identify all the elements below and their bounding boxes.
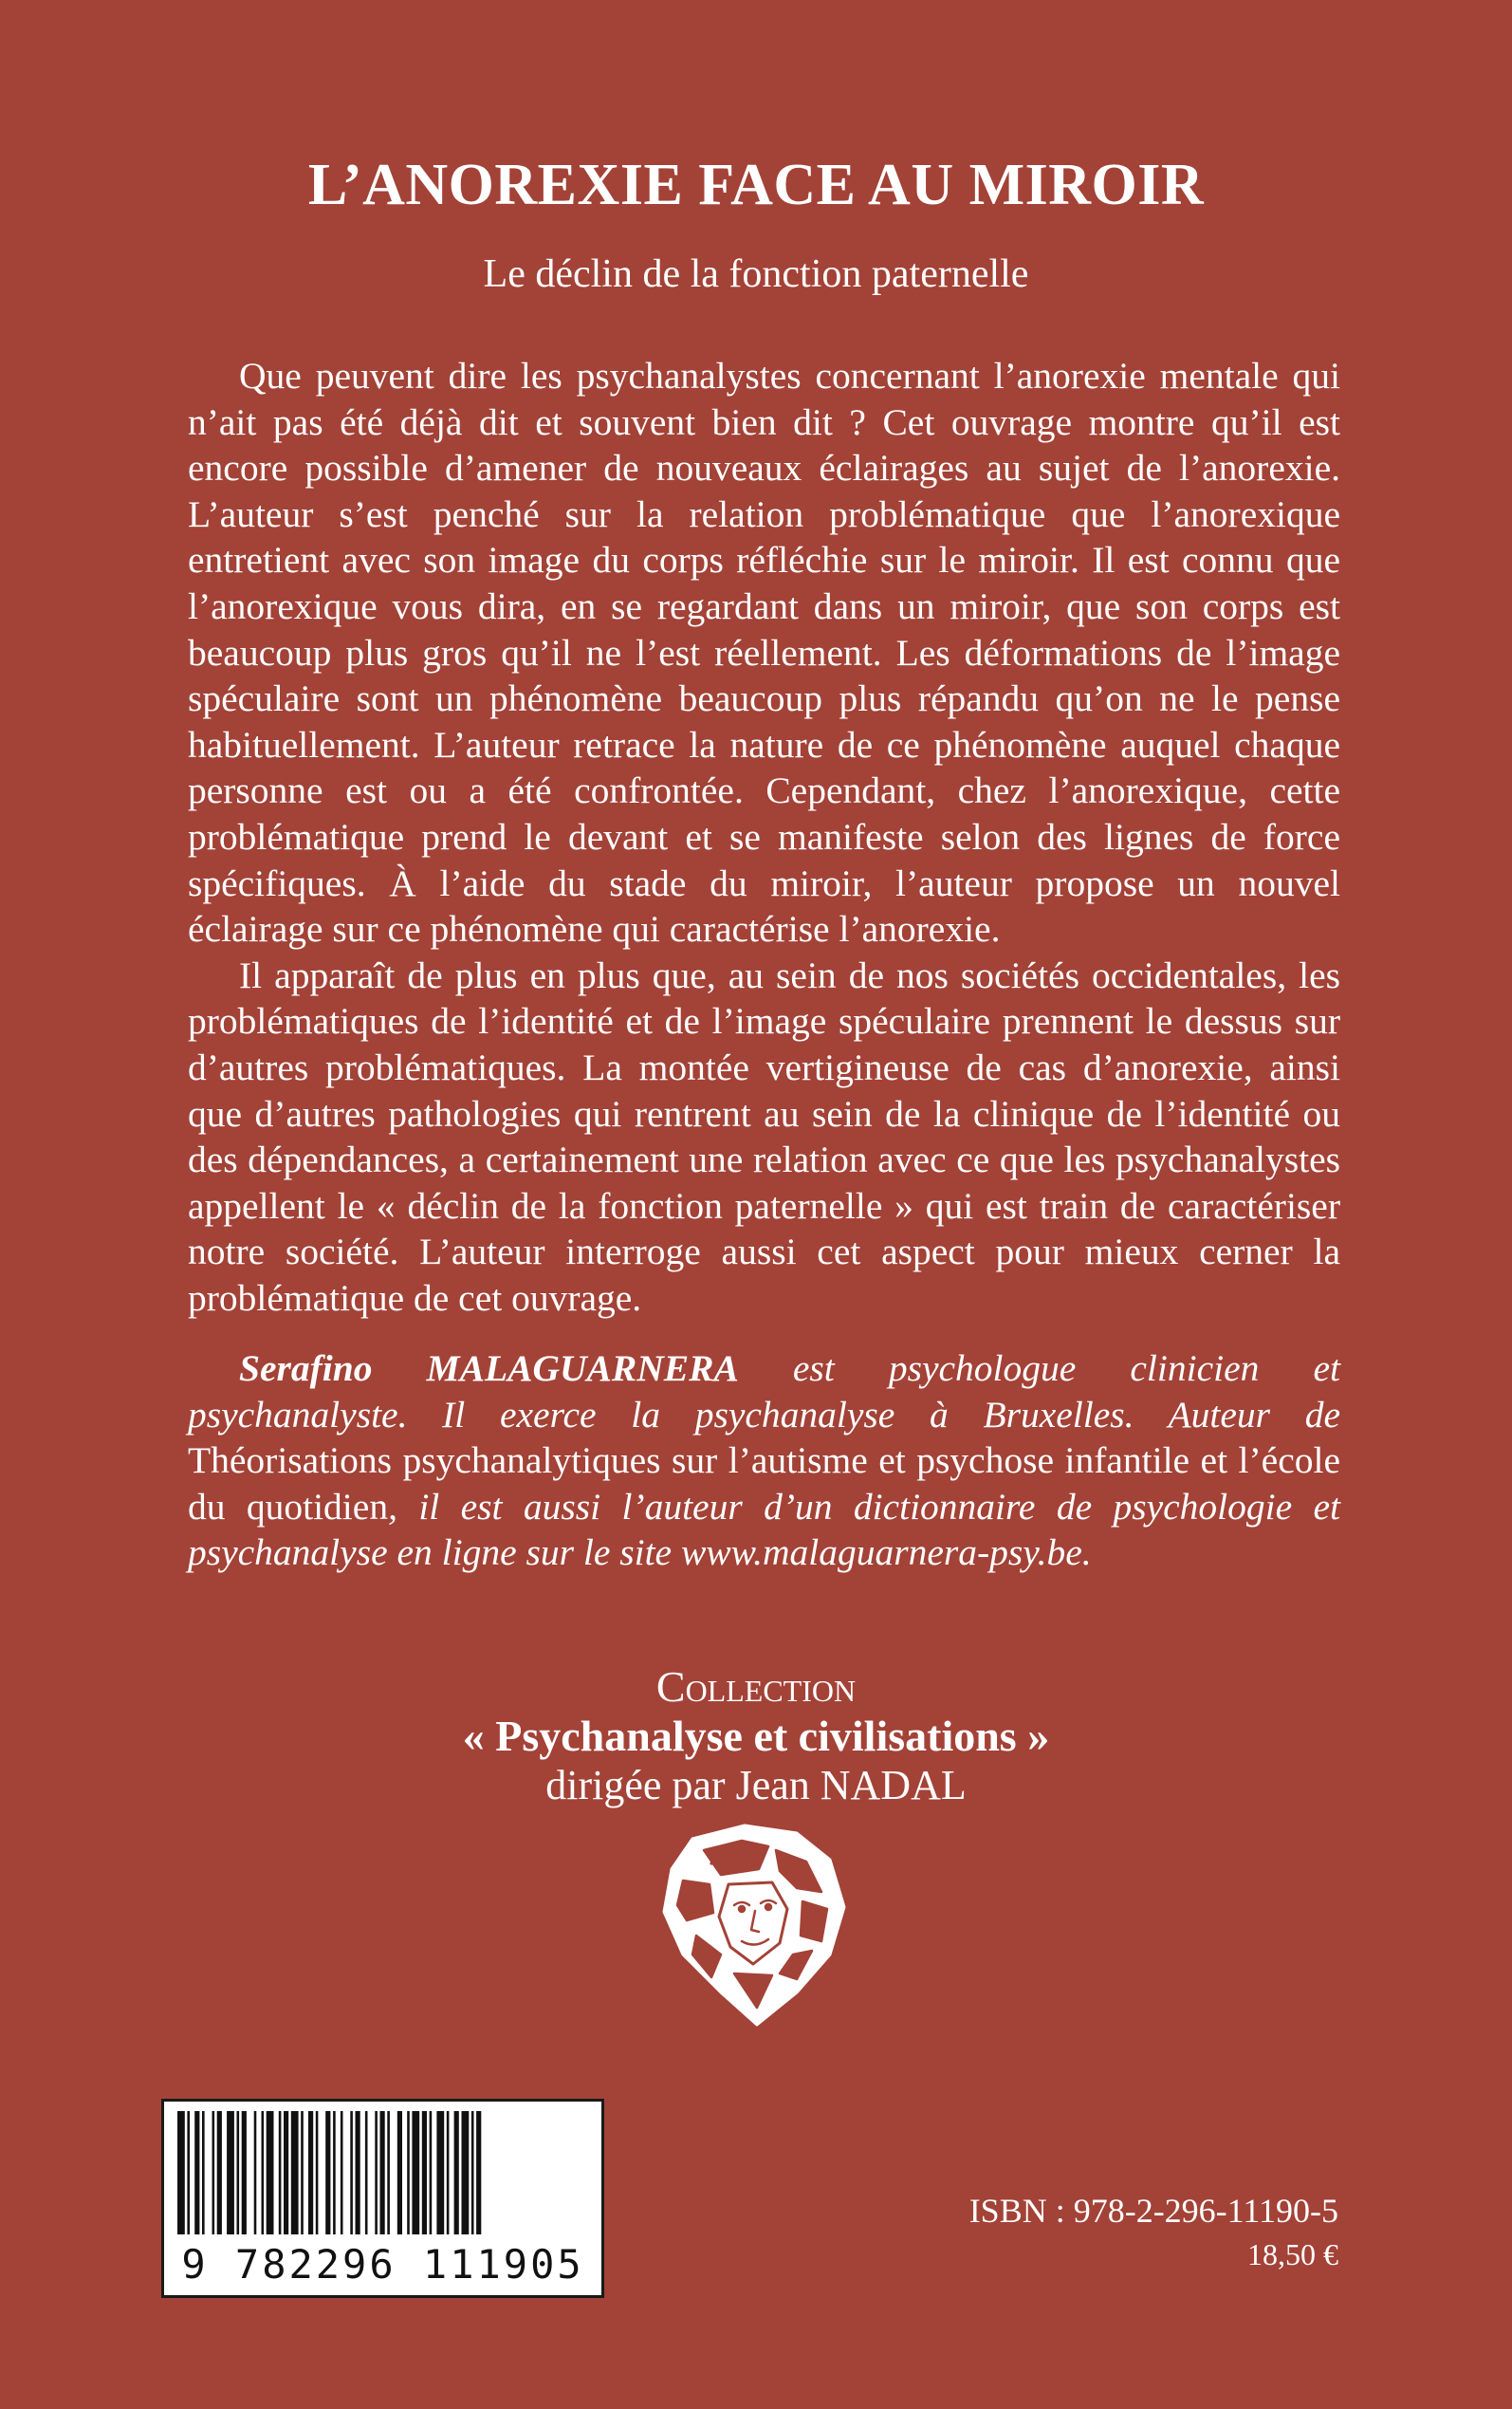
barcode-bar xyxy=(279,2111,282,2234)
barcode-bar xyxy=(237,2111,240,2234)
author-book-titles: Théorisations psychanalytiques sur l’autisme et psychose infantile et l’école du quotidien xyxy=(188,1439,1340,1528)
barcode-bar xyxy=(316,2111,319,2234)
summary-paragraph-2: Il apparaît de plus en plus que, au sein de nos sociétés occidentales, les problématiques de l’identité et de l’image spéculaire prennent le dessus sur d’autres problématiques. La montée vertigineuse de cas d’anorexie, ainsi que d’autres pathologies qui rentrent au sein de la clinique de l’identité ou des dépendances, a certainement une relation avec ce que les psychanalystes appellent le « déclin de la fonction paternelle » qui est train de caractériser notre société. L’auteur interroge aussi cet aspect pour mieux cerner la problématique de cet ouvrage. xyxy=(188,954,1340,1319)
barcode xyxy=(161,2099,604,2298)
barcode-bar xyxy=(202,2111,205,2234)
barcode-bar xyxy=(341,2111,343,2234)
author-bio xyxy=(188,1345,1340,1576)
barcode-bar xyxy=(267,2111,274,2234)
collection-block xyxy=(0,1662,1512,1810)
barcode-bar xyxy=(375,2111,378,2234)
barcode-bar xyxy=(356,2111,360,2234)
barcode-bar xyxy=(412,2111,419,2234)
summary-paragraph-1: Que peuvent dire les psychanalystes concernant l’anorexie mentale qui n’ait pas été déjà dit et souvent bien dit ? Cet ouvrage montre qu’il est encore possible d’amener de nouveaux éclairages au sujet de l’anorexie. L’auteur s’est penché sur la relation problématique que l’anorexique entretient avec son image du corps réfléchie sur le miroir. Il est connu que l’anorexique vous dira, en se regardant dans un miroir, que son corps est beaucoup plus gros qu’il ne l’est réellement. Les déformations de l’image spéculaire sont un phénomène beaucoup plus répandu qu’on ne le pense habituellement. L’auteur retrace la nature de ce phénomène auquel chaque personne est ou a été confrontée. Cependant, chez l’anorexique, cette problématique prend le devant et se manifeste selon des lignes de force spécifiques. À l’aide du stade du miroir, l’auteur propose un nouvel éclairage sur ce phénomène qui caractérise l’anorexie. xyxy=(188,355,1340,951)
barcode-bar xyxy=(447,2111,450,2234)
barcode-bar xyxy=(301,2111,304,2234)
barcode-bar xyxy=(430,2111,433,2234)
barcode-bar xyxy=(262,2111,265,2234)
book-title: L’ANOREXIE FACE AU MIROIR xyxy=(307,153,1205,217)
isbn: ISBN : 978-2-296-11190-5 xyxy=(968,2192,1338,2230)
author-bio-part-2: , il est aussi l’auteur d’un dictionnaire de psychologie et psychanalyse en ligne sur le site www.malaguarnera-psy.be. xyxy=(188,1485,1340,1574)
collection-director: dirigée par Jean NADAL xyxy=(545,1762,967,1808)
collection-label: Collection xyxy=(655,1662,857,1711)
barcode-bar xyxy=(284,2111,288,2234)
barcode-bar xyxy=(397,2111,402,2234)
barcode-bar xyxy=(187,2111,190,2234)
barcode-bar xyxy=(177,2111,185,2234)
collection-series: « Psychanalyse et civilisations » xyxy=(462,1712,1050,1760)
author-bio-part-1: est psychologue clinicien et psychanalyste. Il exerce la psychanalyse à Bruxelles. Auteur de xyxy=(188,1347,1340,1436)
barcode-bar xyxy=(365,2111,368,2234)
barcode-bar xyxy=(350,2111,353,2234)
barcode-bar xyxy=(333,2111,336,2234)
book-subtitle: Le déclin de la fonction paternelle xyxy=(483,252,1029,296)
barcode-bar xyxy=(291,2111,299,2234)
barcode-bar xyxy=(217,2111,222,2234)
price: 18,50 € xyxy=(1247,2237,1338,2271)
author-name: Serafino MALAGUARNERA xyxy=(239,1347,739,1389)
barcode-bar xyxy=(227,2111,234,2234)
barcode-bar xyxy=(462,2111,470,2234)
summary-text xyxy=(188,353,1340,1321)
barcode-bar xyxy=(380,2111,385,2234)
stone-face-logo-icon xyxy=(655,1822,854,2030)
barcode-bar xyxy=(422,2111,427,2234)
barcode-bar xyxy=(325,2111,330,2234)
barcode-bar xyxy=(212,2111,215,2234)
barcode-bar xyxy=(471,2111,474,2234)
barcode-bars-icon xyxy=(174,2111,592,2244)
barcode-bar xyxy=(242,2111,247,2234)
barcode-bar xyxy=(254,2111,257,2234)
barcode-bar xyxy=(387,2111,390,2234)
barcode-digits: 9 782296 111905 xyxy=(181,2241,584,2288)
barcode-bar xyxy=(476,2111,481,2234)
barcode-bar xyxy=(436,2111,444,2234)
author-bio-paragraph xyxy=(188,1345,1340,1576)
barcode-bar xyxy=(454,2111,459,2234)
barcode-bar xyxy=(194,2111,199,2234)
barcode-bar xyxy=(407,2111,410,2234)
barcode-bar xyxy=(308,2111,313,2234)
